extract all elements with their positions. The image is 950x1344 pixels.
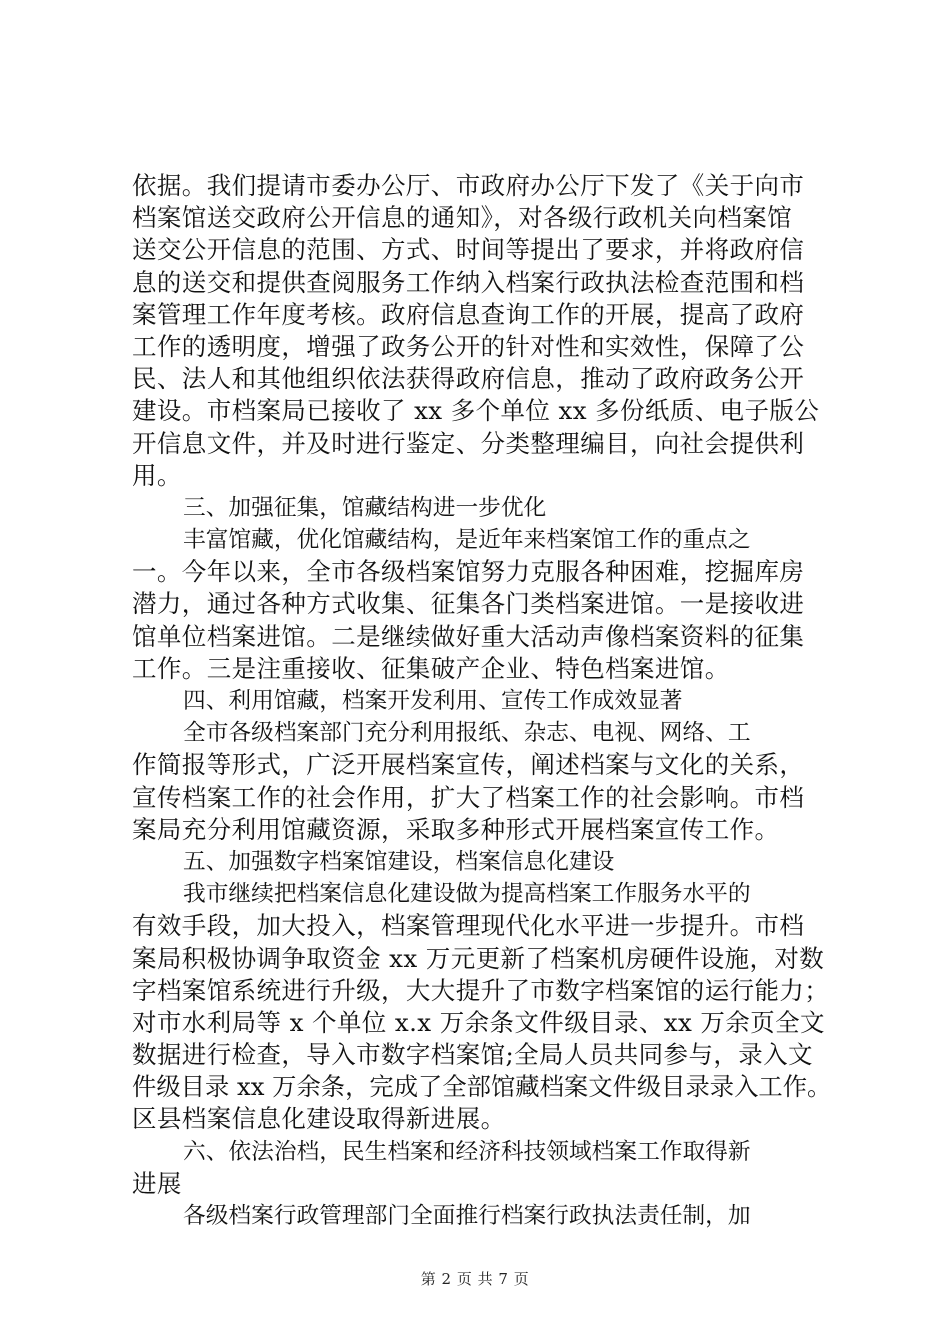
text-line: 案管理工作年度考核。政府信息查询工作的开展，提高了政府 <box>132 299 805 329</box>
text-line: 建设。市档案局已接收了 xx 多个单位 xx 多份纸质、电子版公 <box>132 396 820 426</box>
text-line: 六、依法治档，民生档案和经济科技领域档案工作取得新 <box>183 1138 751 1165</box>
page-footer: 第 2 页 共 7 页 <box>420 1270 530 1288</box>
document-body <box>132 170 832 1232</box>
text-line: 进展 <box>132 1168 182 1198</box>
text-line: 一。今年以来，全市各级档案馆努力克服各种困难，挖掘库房 <box>132 557 805 587</box>
text-line: 有效手段，加大投入，档案管理现代化水平进一步提升。市档 <box>132 911 805 941</box>
text-line: 对市水利局等 x 个单位 x.x 万余条文件级目录、xx 万余页全文 <box>132 1007 825 1037</box>
text-line: 工作。三是注重接收、征集破产企业、特色档案进馆。 <box>132 653 730 683</box>
text-line: 开信息文件，并及时进行鉴定、分类整理编目，向社会提供利 <box>132 428 805 458</box>
text-line: 工作的透明度，增强了政务公开的针对性和实效性，保障了公 <box>132 331 805 361</box>
text-line: 宣传档案工作的社会作用，扩大了档案工作的社会影响。市档 <box>132 782 805 812</box>
text-line: 丰富馆藏，优化馆藏结构，是近年来档案馆工作的重点之 <box>183 527 751 554</box>
text-line: 用。 <box>132 460 182 490</box>
text-line: 五、加强数字档案馆建设，档案信息化建设 <box>183 848 615 875</box>
text-line: 依据。我们提请市委办公厅、市政府办公厅下发了《关于向市 <box>132 171 805 200</box>
text-line: 作简报等形式，广泛开展档案宣传，阐述档案与文化的关系， <box>132 750 805 780</box>
text-line: 案局充分利用馆藏资源，采取多种形式开展档案宣传工作。 <box>132 814 780 844</box>
text-line: 馆单位档案进馆。二是继续做好重大活动声像档案资料的征集 <box>132 621 805 651</box>
text-line: 四、利用馆藏，档案开发利用、宣传工作成效显著 <box>183 688 683 714</box>
text-line: 字档案馆系统进行升级，大大提升了市数字档案馆的运行能力； <box>132 975 830 1005</box>
text-line: 案局积极协调争取资金 xx 万元更新了档案机房硬件设施，对数 <box>132 943 825 973</box>
text-line: 全市各级档案部门充分利用报纸、杂志、电视、网络、工 <box>183 720 751 747</box>
text-line: 我市继续把档案信息化建设做为提高档案工作服务水平的 <box>183 881 751 908</box>
text-line: 数据进行检查，导入市数字档案馆;全局人员共同参与，录入文 <box>132 1040 813 1070</box>
text-line: 潜力，通过各种方式收集、征集各门类档案进馆。一是接收进 <box>132 589 805 619</box>
text-line: 息的送交和提供查阅服务工作纳入档案行政执法检查范围和档 <box>132 267 805 297</box>
text-line: 档案馆送交政府公开信息的通知》，对各级行政机关向档案馆 <box>132 203 793 233</box>
text-line: 区县档案信息化建设取得新进展。 <box>132 1104 506 1134</box>
text-line: 民、法人和其他组织依法获得政府信息，推动了政府政务公开 <box>132 364 805 394</box>
text-line: 送交公开信息的范围、方式、时间等提出了要求，并将政府信 <box>132 235 805 265</box>
text-line: 各级档案行政管理部门全面推行档案行政执法责任制，加 <box>183 1203 751 1229</box>
text-line: 件级目录 xx 万余条，完成了全部馆藏档案文件级目录录入工作。 <box>132 1072 832 1102</box>
text-line: 三、加强征集，馆藏结构进一步优化 <box>183 494 547 521</box>
